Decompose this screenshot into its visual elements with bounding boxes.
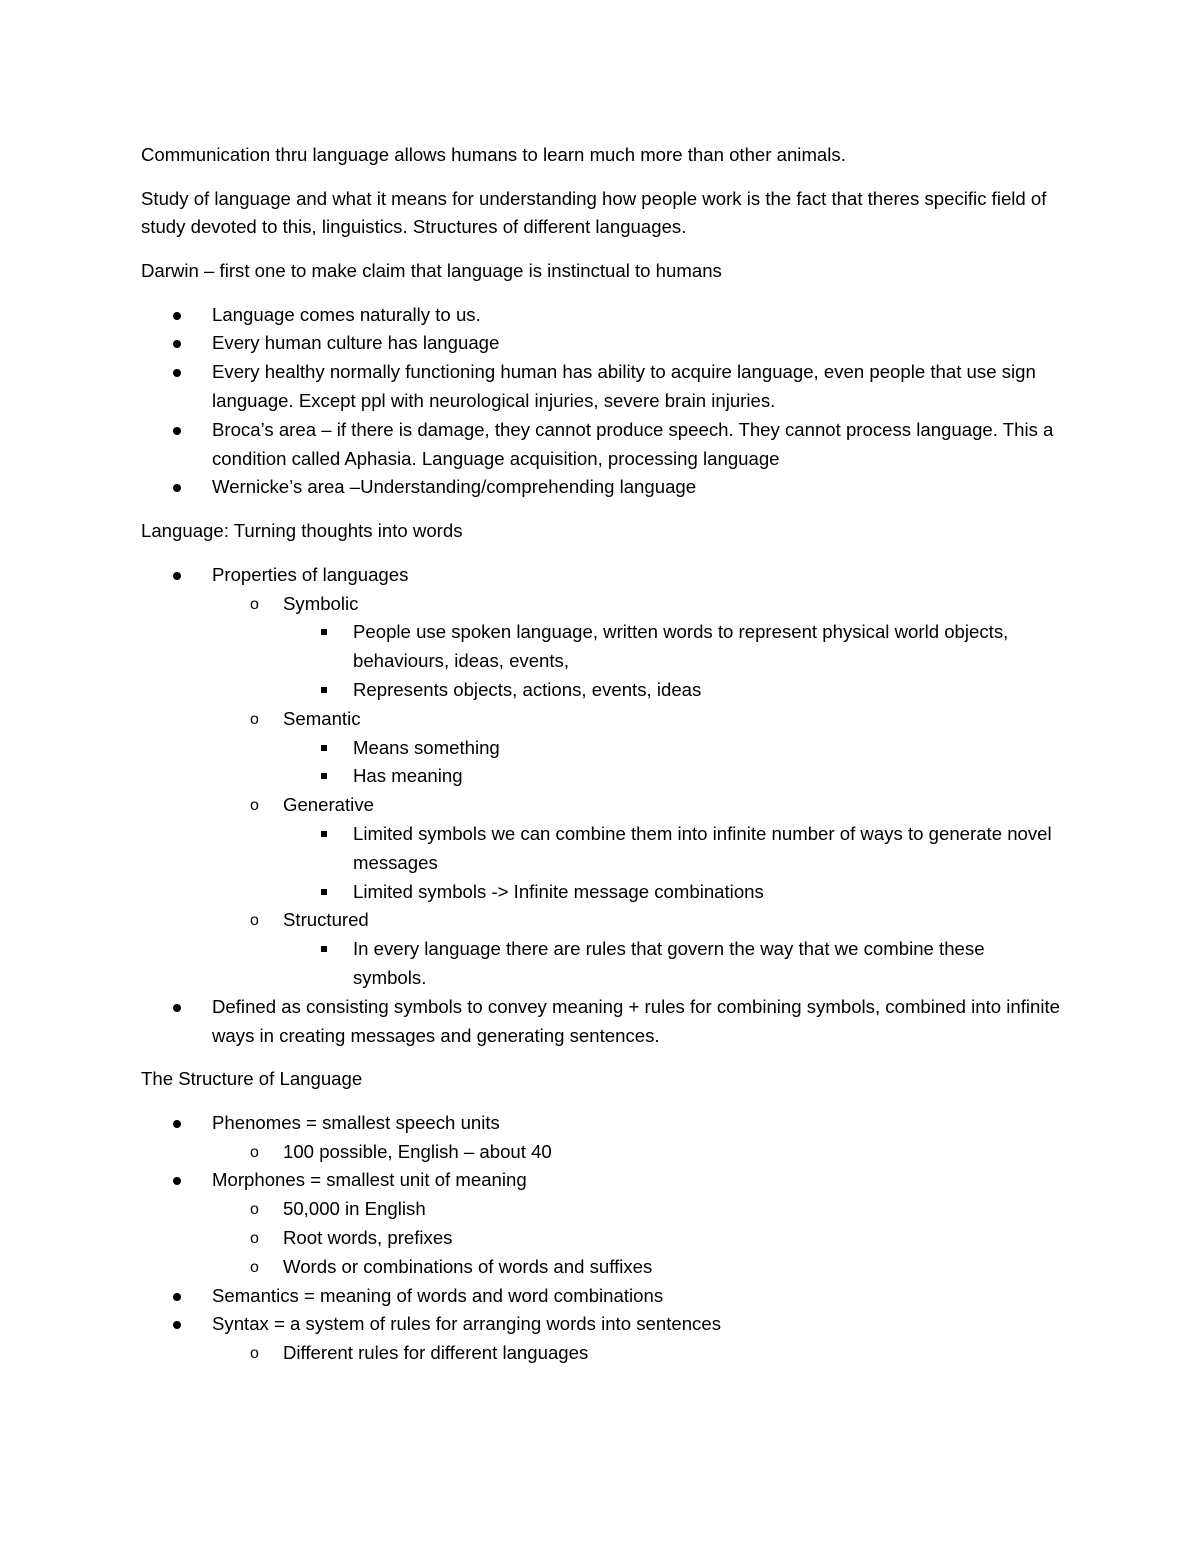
circle-bullet-icon (141, 1339, 283, 1368)
circle-bullet-icon (141, 705, 283, 734)
list-item: o Structured In every language there are rules that govern the way that we combine these symbols. (212, 906, 1061, 992)
list-item: Broca’s area – if there is damage, they cannot produce speech. They cannot process language. This a condition called Aphasia. Language acquisition, processing language (141, 416, 1061, 474)
list-item: Every healthy normally functioning human has ability to acquire language, even people that use sign language. Except ppl with neurological injuries, severe brain injuries. (141, 358, 1061, 416)
bullet-icon (141, 358, 212, 387)
list-item: People use spoken language, written words to represent physical world objects, behaviours, ideas, events, (283, 618, 1061, 676)
square-bullet-icon (142, 618, 353, 647)
square-bullet-icon (142, 878, 353, 907)
square-bullet-icon (142, 935, 353, 964)
list-item: Phenomes = smallest speech units o 100 possible, English – about 40 (141, 1109, 1061, 1167)
circle-bullet-icon (141, 1138, 283, 1167)
circle-bullet-icon (141, 590, 283, 619)
list-item: Wernicke’s area –Understanding/comprehending language (141, 473, 1061, 502)
structured-sublist (283, 935, 1061, 993)
square-bullet-icon (142, 820, 353, 849)
syntax-sublist (212, 1339, 1061, 1368)
list-item: Represents objects, actions, events, ideas (283, 676, 1061, 705)
list-item: Limited symbols -> Infinite message combinations (283, 878, 1061, 907)
darwin-bullet-list (141, 301, 1061, 503)
list-item: Properties of languages o Symbolic People use spoken language, written words to represent physical world objects, behaviours, ideas, events, Represents objects, actions, events, ideas o Semantic Means something Has meaning o Generative Limited symbols we can combine them into infinite number of ways to generate novel messages Limited symbols -> Infinite message combinations o Structured In every language there are rules that govern the way that we combine these symbols. (141, 561, 1061, 993)
circle-bullet-icon (141, 1253, 283, 1282)
bullet-icon (141, 473, 212, 502)
generative-sublist (283, 820, 1061, 906)
symbolic-sublist (283, 618, 1061, 704)
list-item: Has meaning (283, 762, 1061, 791)
bullet-icon (141, 561, 212, 590)
properties-sublist (212, 590, 1061, 993)
list-item: Syntax = a system of rules for arranging words into sentences o Different rules for different languages (141, 1310, 1061, 1368)
circle-bullet-icon (141, 1195, 283, 1224)
bullet-icon (141, 1166, 212, 1195)
list-item: o 50,000 in English (212, 1195, 1061, 1224)
bullet-icon (141, 1310, 212, 1339)
language-properties-list (141, 561, 1061, 1051)
list-item: In every language there are rules that govern the way that we combine these symbols. (283, 935, 1061, 993)
phenomes-sublist (212, 1138, 1061, 1167)
list-item: o Different rules for different languages (212, 1339, 1061, 1368)
circle-bullet-icon (141, 1224, 283, 1253)
paragraph-darwin: Darwin – first one to make claim that language is instinctual to humans (141, 259, 722, 281)
list-item: o 100 possible, English – about 40 (212, 1138, 1061, 1167)
list-item: o Symbolic People use spoken language, written words to represent physical world objects, behaviours, ideas, events, Represents objects, actions, events, ideas (212, 590, 1061, 705)
bullet-icon (141, 993, 212, 1022)
list-item: Morphones = smallest unit of meaning o 50,000 in English o Root words, prefixes o Words or combinations of words and suffixes (141, 1166, 1061, 1281)
list-item: o Semantic Means something Has meaning (212, 705, 1061, 791)
circle-bullet-icon (141, 791, 283, 820)
bullet-icon (141, 416, 212, 445)
bullet-icon (141, 1109, 212, 1138)
bullet-icon (141, 301, 212, 330)
paragraph-structure-heading: The Structure of Language (141, 1068, 363, 1090)
document-body (141, 141, 1061, 1383)
paragraph-communication: Communication thru language allows humans to learn much more than other animals. (141, 144, 846, 165)
list-item: o Root words, prefixes (212, 1224, 1061, 1253)
paragraph-study-of-language: Study of language and what it means for understanding how people work is the fact that theres specific field of study devoted to this, linguistics. Structures of different languages. (141, 187, 1047, 238)
square-bullet-icon (142, 676, 353, 705)
list-item: Language comes naturally to us. (141, 301, 1061, 330)
paragraph-language-heading: Language: Turning thoughts into words (141, 520, 463, 542)
list-item: Limited symbols we can combine them into infinite number of ways to generate novel messages (283, 820, 1061, 878)
semantic-sublist (283, 734, 1061, 792)
list-item: Defined as consisting symbols to convey meaning + rules for combining symbols, combined into infinite ways in creating messages and generating sentences. (141, 993, 1061, 1051)
list-item: o Words or combinations of words and suffixes (212, 1253, 1061, 1282)
morphones-sublist (212, 1195, 1061, 1281)
list-item: Semantics = meaning of words and word combinations (141, 1282, 1061, 1311)
bullet-icon (141, 1282, 212, 1311)
list-item: o Generative Limited symbols we can combine them into infinite number of ways to generate novel messages Limited symbols -> Infinite message combinations (212, 791, 1061, 906)
circle-bullet-icon (141, 906, 283, 935)
bullet-icon (141, 329, 212, 358)
list-item: Every human culture has language (141, 329, 1061, 358)
list-item: Means something (283, 734, 1061, 763)
square-bullet-icon (142, 734, 353, 763)
structure-list (141, 1109, 1061, 1368)
square-bullet-icon (142, 762, 353, 791)
